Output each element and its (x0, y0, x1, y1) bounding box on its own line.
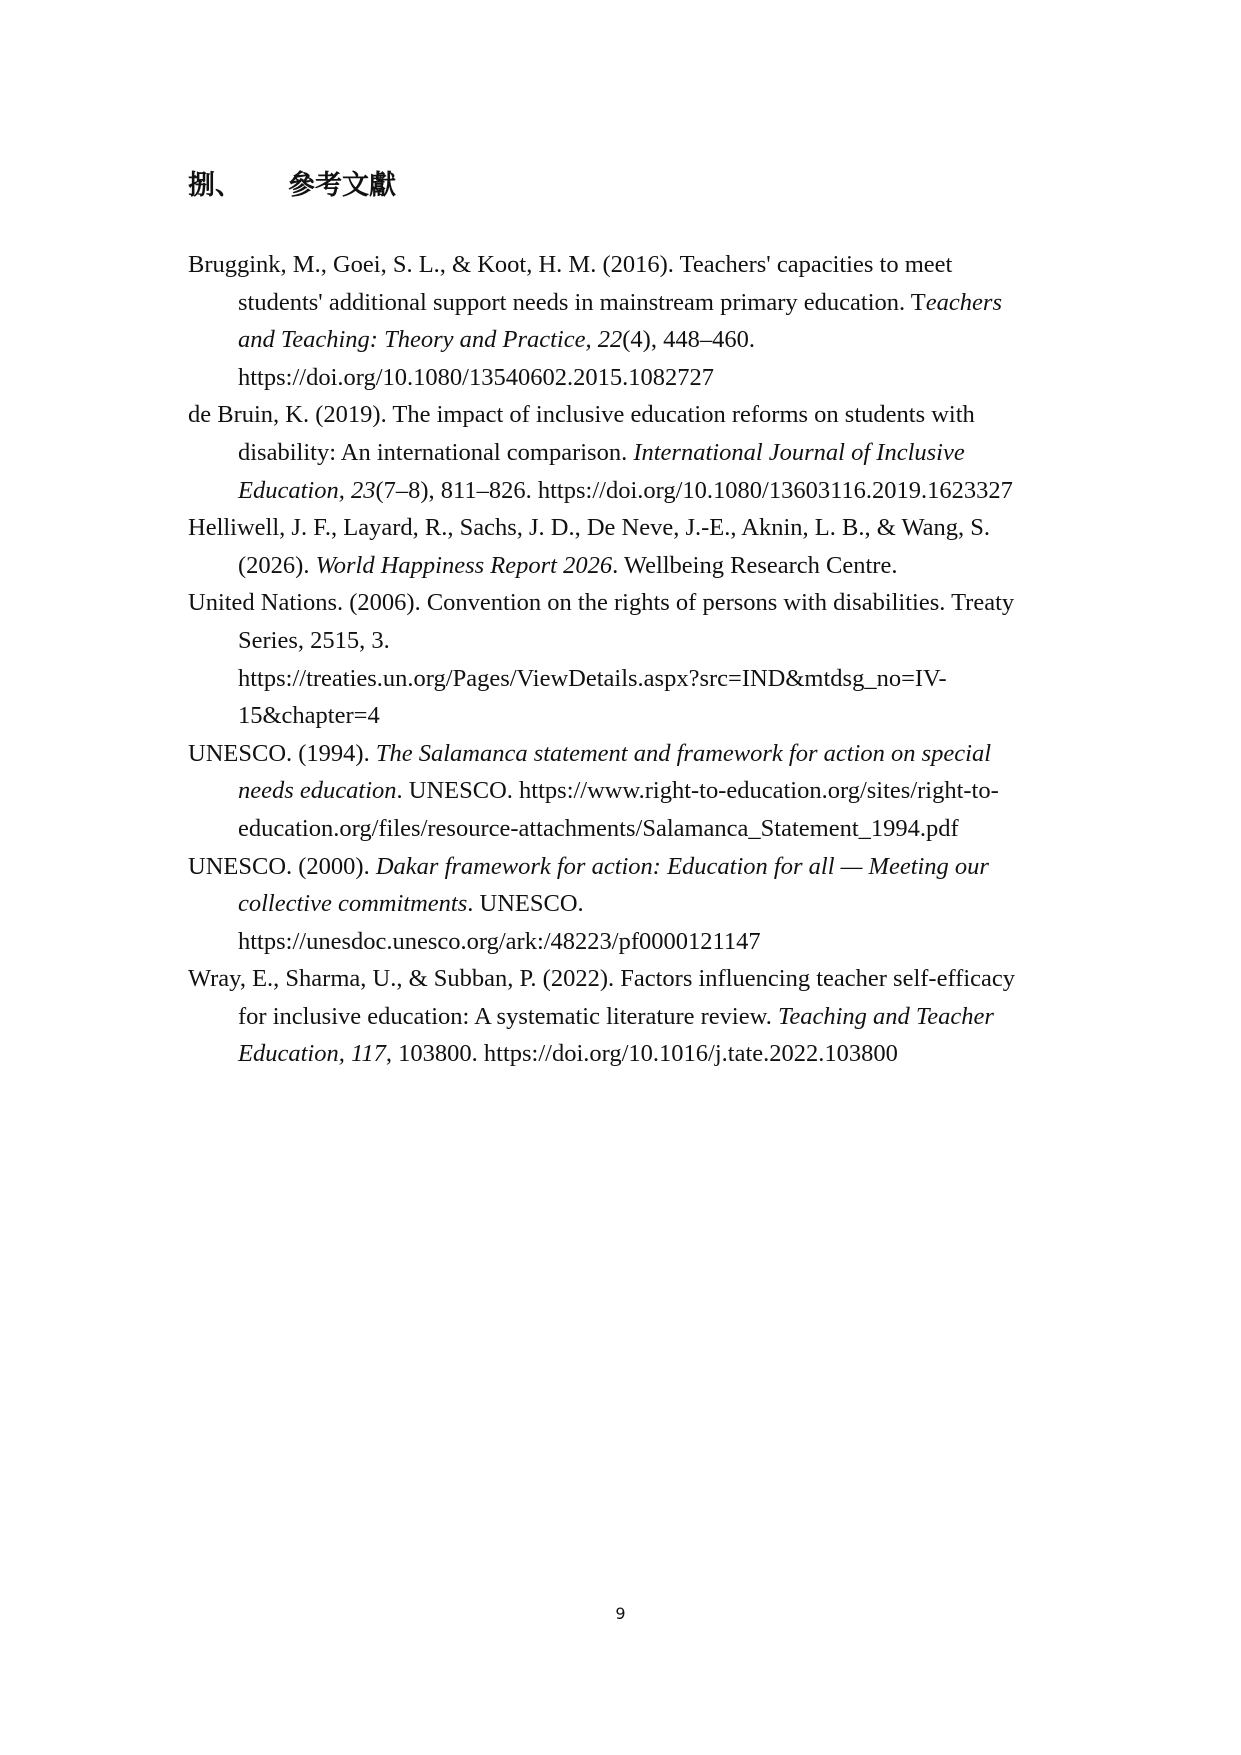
reference-line (188, 584, 1058, 622)
reference-line (188, 246, 1058, 284)
reference-text: . Wellbeing Research Centre. (612, 551, 898, 579)
reference-text: Wray, E., Sharma, U., & Subban, P. (2022). Factors influencing teacher self-efficacy (188, 965, 1015, 993)
reference-italic-text: Teaching and Teacher (777, 1002, 994, 1030)
reference-text: UNESCO. (2000). (188, 852, 376, 880)
section-number: 捌、 (188, 170, 242, 201)
reference-italic-text: Education, 117 (238, 1040, 386, 1068)
reference-line (188, 960, 1058, 998)
reference-text: https://unesdoc.unesco.org/ark:/48223/pf0000121147 (238, 927, 761, 955)
reference-line (238, 697, 1058, 735)
reference-italic-text: World Happiness Report 2026 (315, 551, 613, 579)
reference-italic-text: International Journal of Inclusive (633, 438, 965, 466)
page-number: 9 (615, 1604, 626, 1623)
reference-italic-text: Education, 23 (238, 476, 376, 504)
reference-entry (188, 509, 1058, 584)
reference-italic-text: Dakar framework for action: Education for all — Meeting our (375, 852, 989, 880)
reference-text: https://treaties.un.org/Pages/ViewDetails.aspx?src=IND&mtdsg_no=IV- (238, 664, 947, 692)
reference-text: 15&chapter=4 (238, 702, 380, 730)
reference-line (238, 772, 1058, 810)
reference-entry (188, 960, 1058, 1073)
reference-line (238, 434, 1058, 472)
reference-line (238, 321, 1058, 359)
reference-line (188, 735, 1058, 773)
reference-line (238, 660, 1058, 698)
reference-text: . UNESCO. https://www.right-to-education.org/sites/right-to- (396, 777, 999, 805)
reference-italic-text: needs education (238, 777, 397, 805)
reference-line (238, 284, 1058, 322)
reference-italic-text: eachers (925, 288, 1002, 316)
reference-line (238, 885, 1058, 923)
reference-list (188, 246, 1058, 1073)
reference-line (238, 923, 1058, 961)
reference-entry (188, 735, 1058, 848)
reference-text: Series, 2515, 3. (238, 626, 390, 654)
reference-text: United Nations. (2006). Convention on the rights of persons with disabilities. Treaty (188, 589, 1015, 617)
reference-italic-text: and Teaching: Theory and Practice, 22 (238, 326, 623, 354)
reference-line (238, 622, 1058, 660)
reference-text: (2026). (238, 551, 316, 579)
reference-line (188, 396, 1058, 434)
reference-text: (7–8), 811–826. https://doi.org/10.1080/13603116.2019.1623327 (375, 476, 1013, 504)
reference-text: de Bruin, K. (2019). The impact of inclusive education reforms on students with (188, 401, 975, 429)
section-heading (188, 168, 396, 204)
reference-entry (188, 584, 1058, 734)
reference-text: students' additional support needs in mainstream primary education. T (238, 288, 926, 316)
reference-line (238, 998, 1058, 1036)
reference-line (238, 359, 1058, 397)
reference-entry (188, 246, 1058, 396)
section-title: 參考文獻 (288, 170, 396, 201)
reference-text: for inclusive education: A systematic literature review. (238, 1002, 778, 1030)
reference-text: , 103800. https://doi.org/10.1016/j.tate.2022.103800 (385, 1040, 898, 1068)
reference-line (238, 472, 1058, 510)
reference-entry (188, 848, 1058, 961)
reference-text: disability: An international comparison. (238, 438, 634, 466)
reference-line (188, 848, 1058, 886)
reference-text: (4), 448–460. (622, 326, 755, 354)
reference-text: Bruggink, M., Goei, S. L., & Koot, H. M. (2016). Teachers' capacities to meet (188, 251, 953, 278)
reference-text: UNESCO. (1994). (188, 739, 376, 767)
reference-italic-text: collective commitments (238, 890, 468, 918)
reference-text: education.org/files/resource-attachments/Salamanca_Statement_1994.pdf (238, 814, 959, 842)
reference-text: Helliwell, J. F., Layard, R., Sachs, J. D., De Neve, J.-E., Aknin, L. B., & Wang, S. (188, 514, 990, 542)
reference-line (188, 509, 1058, 547)
reference-line (238, 810, 1058, 848)
reference-text: https://doi.org/10.1080/13540602.2015.1082727 (238, 363, 714, 391)
reference-entry (188, 396, 1058, 509)
reference-text: . UNESCO. (467, 890, 584, 918)
reference-line (238, 547, 1058, 585)
reference-line (238, 1035, 1058, 1073)
reference-italic-text: The Salamanca statement and framework for action on special (375, 739, 991, 767)
